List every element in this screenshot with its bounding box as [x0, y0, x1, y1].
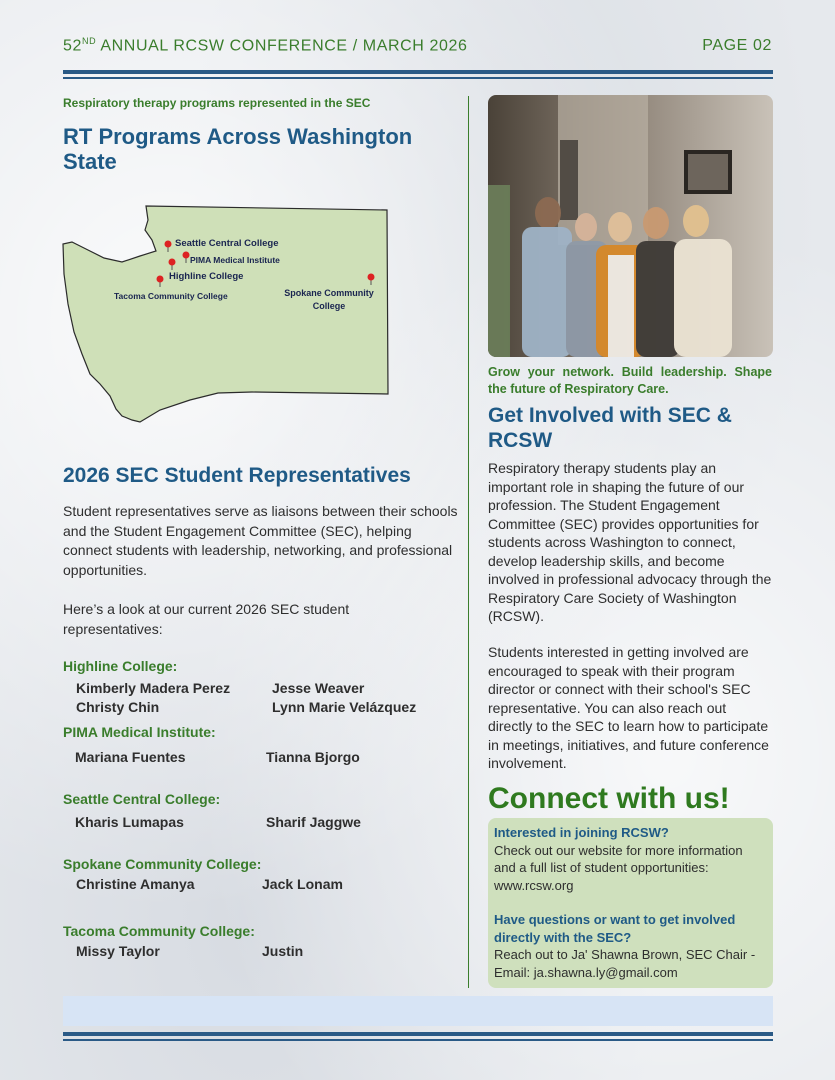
rep-name: Sharif Jaggwe	[266, 814, 361, 830]
ordinal-number: 52	[63, 37, 82, 55]
conference-title-text: ANNUAL RCSW CONFERENCE / MARCH 2026	[96, 37, 468, 55]
page-header	[63, 36, 772, 56]
reps-intro-2: Here’s a look at our current 2026 SEC student representatives:	[63, 601, 350, 637]
column-divider	[468, 96, 469, 988]
connect-title: Connect with us!	[488, 782, 730, 815]
college-tacoma: Tacoma Community College:	[63, 923, 255, 939]
rep-name: Missy Taylor	[76, 943, 160, 959]
rep-name: Kharis Lumapas	[75, 814, 184, 830]
reps-intro: Student representatives serve as liaisons between their schools and the Student Engagement Committee (SEC), helping connect students with leadership, networking, and professional opportunities.	[63, 503, 458, 578]
contact-answer-1: Check out our website for more information and a full list of student opportunities: www.rcsw.org	[494, 842, 743, 893]
college-seattle: Seattle Central College:	[63, 791, 221, 807]
rep-name: Christy Chin	[76, 699, 160, 715]
college-spokane: Spokane Community College:	[63, 856, 262, 872]
rep-name: Tianna Bjorgo	[266, 749, 360, 765]
ordinal-suffix: ND	[82, 36, 97, 47]
label-spokane-line2: College	[312, 301, 346, 311]
get-involved-para-1: Respiratory therapy students play an important role in shaping the future of our profession. The Student Engagement Committee (SEC) provides opportunities for students across Washington to connect, develop leadership skills, and become involved in professional advocacy through the Respiratory Care Society of Washington (RCSW).	[488, 460, 772, 624]
section-kicker: Respiratory therapy programs represented in the SEC	[63, 96, 371, 110]
get-involved-para-2: Students interested in getting involved are encouraged to speak with their program director or connect with their school's SEC representative. You can also reach out directly to the SEC to learn how to participate in meetings, initiatives, and future conference involvement.	[488, 644, 769, 771]
header-rule-top	[63, 70, 773, 74]
footer-bar	[63, 996, 773, 1026]
contact-question-1: Interested in joining RCSW?	[494, 825, 669, 840]
reps-title: 2026 SEC Student Representatives	[63, 464, 411, 487]
rep-name: Lynn Marie Velázquez	[272, 699, 417, 715]
college-highline: Highline College:	[63, 658, 178, 674]
college-pima: PIMA Medical Institute:	[63, 724, 216, 740]
rep-name: Christine Amanya	[76, 876, 195, 892]
tagline: Grow your network. Build leadership. Shape the future of Respiratory Care.	[488, 365, 772, 396]
group-photo	[488, 95, 773, 357]
rep-name: Mariana Fuentes	[75, 749, 186, 765]
footer-rule-bottom	[63, 1039, 773, 1041]
rep-name: Kimberly Madera Perez	[76, 680, 231, 696]
get-involved-title: Get Involved with SEC & RCSW	[488, 404, 732, 452]
rep-name: Jack Lonam	[262, 876, 343, 892]
page-number: PAGE 02	[702, 37, 772, 54]
rep-name: Justin	[262, 943, 304, 959]
label-highline: Highline College	[169, 271, 244, 282]
footer-rule-top	[63, 1032, 773, 1036]
contact-answer-2: Reach out to Ja' Shawna Brown, SEC Chair - Email: ja.shawna.ly@gmail.com	[494, 947, 756, 980]
programs-title: RT Programs Across Washington State	[63, 124, 413, 174]
contact-box	[488, 818, 773, 988]
label-seattle: Seattle Central College	[175, 238, 279, 249]
label-spokane-line1: Spokane Community	[284, 288, 374, 298]
washington-map	[60, 204, 402, 426]
rep-name: Jesse Weaver	[272, 680, 365, 696]
conference-title	[63, 36, 468, 55]
label-pima: PIMA Medical Institute	[190, 255, 280, 265]
header-rule-bottom	[63, 77, 773, 79]
contact-question-2: Have questions or want to get involved directly with the SEC?	[494, 912, 736, 945]
label-tacoma: Tacoma Community College	[114, 291, 228, 301]
